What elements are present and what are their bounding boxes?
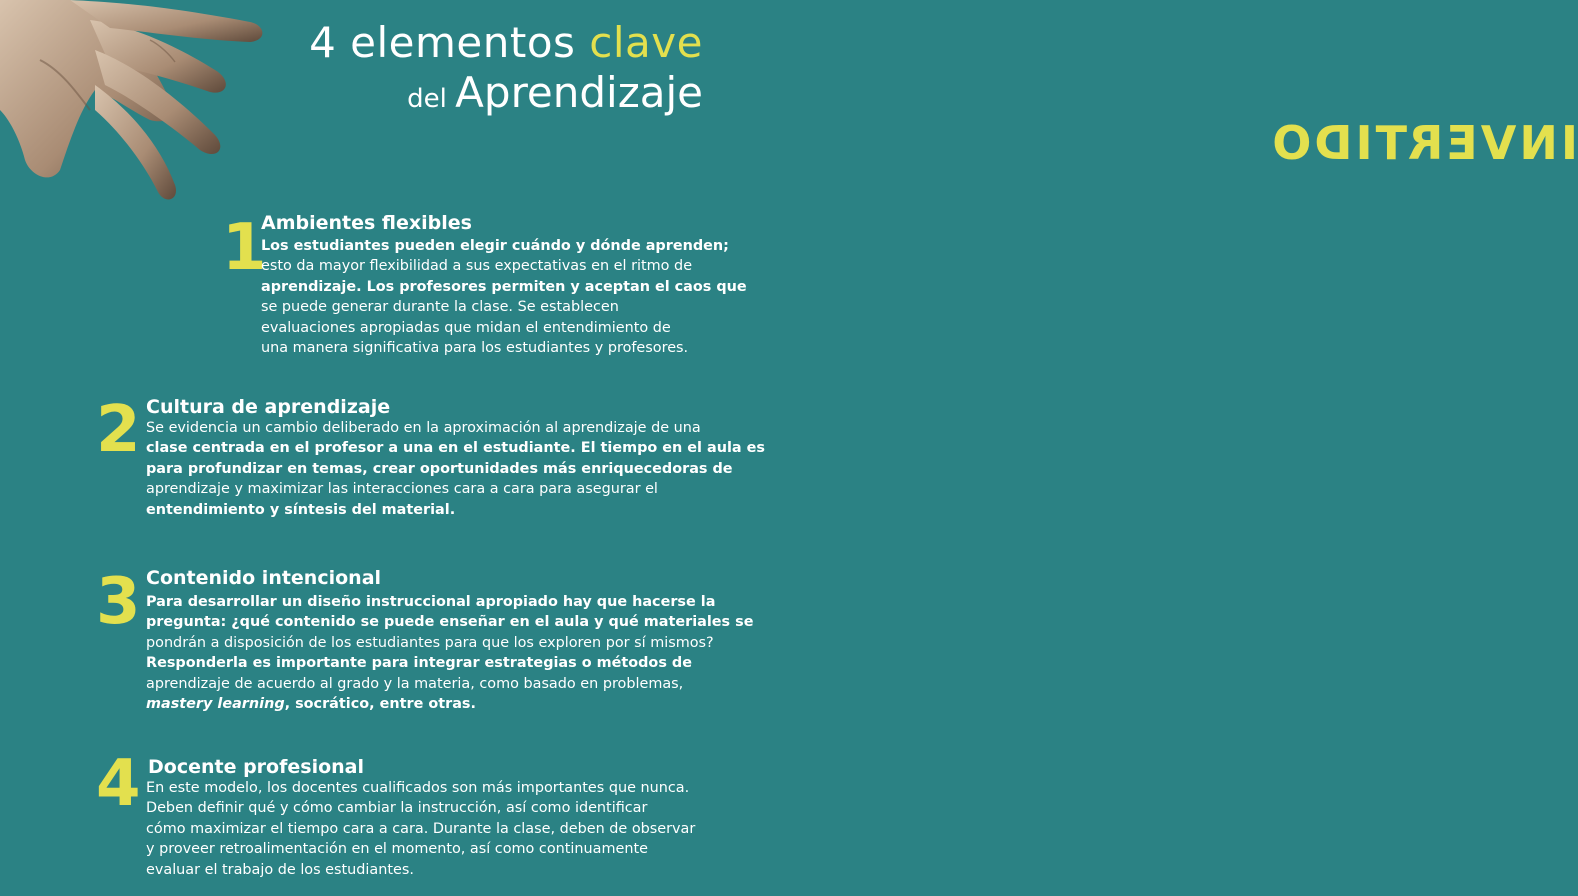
body-line: pondrán a disposición de los estudiantes para que los exploren por sí mismos?: [146, 634, 714, 651]
body-line: clase centrada en el profesor a una en el estudiante. El tiempo en el aula es: [146, 440, 765, 457]
body-line: Para desarrollar un diseño instruccional apropiado hay que hacerse la: [146, 594, 716, 610]
body-line: aprendizaje y maximizar las interacciones cara a cara para asegurar el: [146, 481, 658, 498]
body-line: Se evidencia un cambio deliberado en la aproximación al aprendizaje de una: [146, 420, 701, 436]
section-body: [146, 418, 765, 520]
title-line-1-main: 4 elementos: [309, 18, 590, 67]
body-emphasis: mastery learning: [146, 696, 285, 713]
body-line: y proveer retroalimentación en el momento, así como continuamente: [146, 841, 648, 858]
body-line: evaluaciones apropiadas que midan el entendimiento de: [261, 319, 671, 336]
body-line: esto da mayor flexibilidad a sus expectativas en el ritmo de: [261, 258, 693, 275]
section-body: [146, 592, 753, 714]
body-line-rest: , socrático, entre otras.: [284, 696, 476, 713]
body-line: entendimiento y síntesis del material.: [146, 501, 456, 518]
section-body: [146, 778, 695, 880]
title-line-1-accent: clave: [589, 18, 703, 67]
section-number: 3: [96, 565, 141, 639]
body-line: evaluar el trabajo de los estudiantes.: [146, 861, 414, 878]
body-line: una manera significativa para los estudiantes y profesores.: [261, 340, 689, 357]
section-title: Docente profesional: [148, 756, 364, 778]
body-line: Responderla es importante para integrar estrategias o métodos de: [146, 655, 692, 672]
section-number: 2: [96, 393, 141, 467]
body-line-last: [146, 694, 753, 714]
title-line-2-small: del: [407, 84, 456, 114]
body-line: En este modelo, los docentes cualificados son más importantes que nunca.: [146, 780, 690, 796]
title-line-3-mirrored: INVERTIDO: [1269, 116, 1578, 170]
body-line: pregunta: ¿qué contenido se puede enseñar en el aula y qué materiales se: [146, 614, 754, 631]
section-title: Ambientes flexibles: [261, 212, 472, 234]
section-number: 1: [222, 211, 267, 285]
body-line: cómo maximizar el tiempo cara a cara. Durante la clase, deben de observar: [146, 820, 696, 837]
body-line: aprendizaje. Los profesores permiten y aceptan el caos que: [261, 278, 747, 295]
title-line-2-main: Aprendizaje: [455, 68, 703, 117]
section-title: Cultura de aprendizaje: [146, 396, 391, 418]
hand-illustration: [0, 0, 270, 210]
section-title: Contenido intencional: [146, 567, 382, 589]
body-line: Los estudiantes pueden elegir cuándo y dónde aprenden;: [261, 238, 729, 254]
section-number: 4: [96, 747, 141, 821]
body-line: Deben definir qué y cómo cambiar la instrucción, así como identificar: [146, 800, 648, 817]
title-line-1: [309, 18, 703, 67]
body-line: para profundizar en temas, crear oportunidades más enriquecedoras de: [146, 460, 733, 477]
title-line-2: [407, 68, 703, 117]
body-line: aprendizaje de acuerdo al grado y la materia, como basado en problemas,: [146, 675, 684, 692]
body-line: se puede generar durante la clase. Se establecen: [261, 299, 619, 316]
section-body: [261, 236, 747, 358]
